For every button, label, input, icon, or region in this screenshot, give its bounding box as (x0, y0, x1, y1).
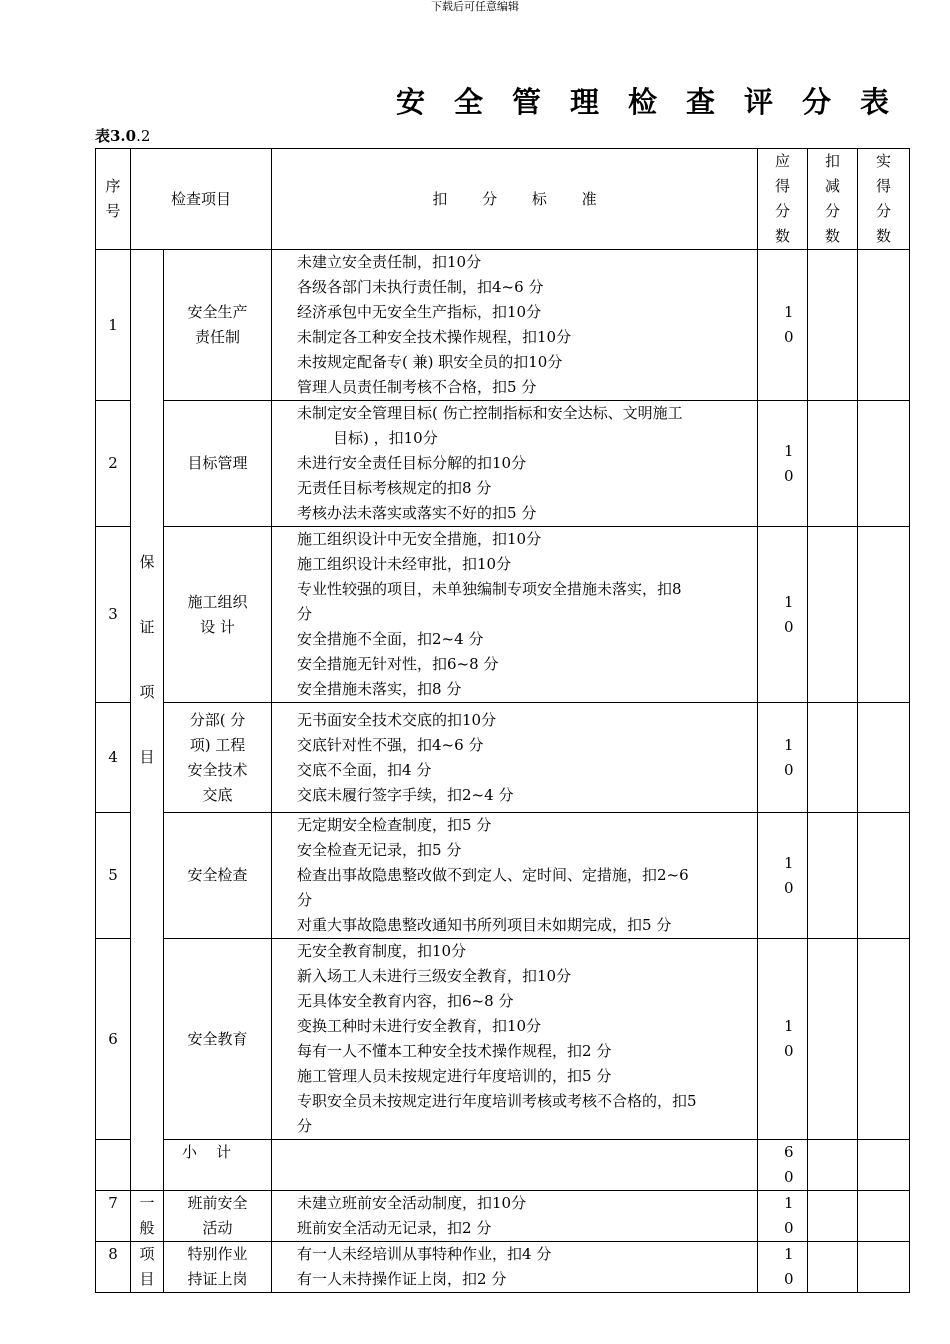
row-item (164, 527, 272, 703)
score-digit: 0 (784, 1042, 794, 1060)
subtotal-score (758, 1140, 808, 1191)
row-item (164, 401, 272, 527)
score-digit: 0 (784, 466, 794, 485)
table-row (96, 527, 910, 703)
row-item (164, 703, 272, 813)
header-char: 得 (876, 177, 892, 195)
row-actual-score (858, 939, 910, 1140)
criteria-line: 未进行安全责任目标分解的扣10分 (297, 454, 527, 472)
criteria-line: 各级各部门未执行责任制，扣4~6 分 (297, 278, 544, 296)
subtotal-index (96, 1140, 131, 1191)
criteria-line: 安全措施未落实，扣8 分 (297, 680, 462, 698)
table-row (96, 1242, 910, 1293)
header-char: 扣 (825, 152, 841, 170)
category-char: 般 (139, 1219, 155, 1237)
criteria-line: 考核办法未落实或落实不好的扣5 分 (297, 504, 537, 522)
category-char: 项 (139, 683, 155, 701)
row-index: 7 (96, 1191, 131, 1242)
row-item-line: 设 计 (200, 617, 235, 636)
header-item: 检查项目 (131, 149, 272, 250)
score-digit: 1 (784, 1245, 794, 1263)
row-deduct-score (808, 250, 858, 401)
category-general (131, 1191, 164, 1242)
row-item (164, 939, 272, 1140)
row-deduct-score (808, 1191, 858, 1242)
row-item-line: 安全生产 (187, 303, 248, 321)
score-digit: 0 (784, 760, 794, 779)
criteria-line: 检查出事故隐患整改做不到定人、定时间、定措施，扣2~6 (297, 866, 689, 884)
row-criteria (272, 813, 758, 939)
row-item-line: 安全检查 (187, 866, 248, 884)
criteria-line: 班前安全活动无记录，扣2 分 (297, 1219, 492, 1237)
row-criteria (272, 1191, 758, 1242)
criteria-line: 经济承包中无安全生产指标，扣10分 (297, 303, 542, 321)
row-item-line: 活动 (202, 1219, 233, 1237)
row-item-line: 责任制 (195, 328, 241, 346)
score-digit: 0 (784, 1219, 794, 1237)
row-should-score (758, 813, 808, 939)
criteria-line: 变换工种时未进行安全教育，扣10分 (297, 1017, 542, 1035)
criteria-line: 无具体安全教育内容，扣6~8 分 (297, 992, 514, 1010)
criteria-line: 管理人员责任制考核不合格，扣5 分 (297, 378, 537, 396)
row-index: 4 (96, 703, 131, 813)
criteria-line: 每有一人不懂本工种安全技术操作规程，扣2 分 (297, 1042, 612, 1060)
row-item (164, 1242, 272, 1293)
criteria-line: 交底针对性不强，扣4~6 分 (297, 735, 484, 754)
criteria-line: 安全检查无记录，扣5 分 (297, 841, 462, 859)
category-char: 项 (139, 1245, 155, 1263)
row-should-score (758, 250, 808, 401)
score-digit: 1 (784, 592, 794, 611)
row-index: 5 (96, 813, 131, 939)
score-digit: 0 (784, 617, 794, 636)
score-digit: 1 (784, 1017, 794, 1035)
criteria-line: 无定期安全检查制度，扣5 分 (297, 816, 492, 834)
row-should-score (758, 401, 808, 527)
row-item-line: 项) 工程 (189, 735, 246, 754)
row-item (164, 813, 272, 939)
score-digit: 1 (784, 735, 794, 754)
header-char: 数 (775, 227, 791, 245)
criteria-line: 有一人未持操作证上岗，扣2 分 (297, 1270, 507, 1288)
row-index: 6 (96, 939, 131, 1140)
score-digit: 0 (784, 1168, 794, 1186)
category-general (131, 1242, 164, 1293)
row-deduct-score (808, 1242, 858, 1293)
table-row (96, 939, 910, 1140)
score-digit: 1 (784, 1194, 794, 1212)
criteria-line: 无书面安全技术交底的扣10分 (297, 710, 497, 729)
criteria-line: 有一人未经培训从事特种作业，扣4 分 (297, 1245, 552, 1263)
row-deduct-score (808, 813, 858, 939)
row-deduct-score (808, 939, 858, 1140)
row-item-line: 施工组织 (187, 592, 248, 611)
subtotal-label: 小 计 (164, 1140, 272, 1191)
row-should-score (758, 1242, 808, 1293)
row-item-line: 持证上岗 (187, 1270, 248, 1288)
document-title: 安全管理检查评分表 (396, 85, 919, 119)
row-item-line: 交底 (202, 785, 233, 804)
criteria-line: 专业性较强的项目，未单独编制专项安全措施未落实，扣8 (297, 580, 682, 598)
subtotal-deduct (808, 1140, 858, 1191)
row-actual-score (858, 1191, 910, 1242)
category-char: 目 (139, 748, 155, 766)
score-digit: 0 (784, 878, 794, 897)
row-actual-score (858, 250, 910, 401)
header-index (96, 149, 131, 250)
table-number-rest: .2 (136, 127, 151, 145)
row-should-score (758, 939, 808, 1140)
row-item-line: 安全技术 (187, 760, 248, 779)
page-header-note: 下载后可任意编辑 (431, 0, 519, 13)
criteria-line: 分 (297, 1117, 313, 1135)
row-should-score (758, 527, 808, 703)
row-index: 1 (96, 250, 131, 401)
score-digit: 0 (784, 328, 794, 346)
header-char: 分 (775, 202, 791, 220)
header-index-char: 序 (105, 177, 121, 195)
subtotal-row (96, 1140, 910, 1191)
criteria-line: 安全措施不全面，扣2~4 分 (297, 630, 484, 648)
category-gap (131, 575, 163, 615)
safety-checklist-table (95, 148, 910, 1293)
row-deduct-score (808, 527, 858, 703)
row-deduct-score (808, 401, 858, 527)
row-should-score (758, 703, 808, 813)
row-item-line: 特别作业 (187, 1245, 248, 1263)
table-number-bold: 表3.0 (95, 127, 137, 145)
table-header-row (96, 149, 910, 250)
row-deduct-score (808, 703, 858, 813)
header-should-score (758, 149, 808, 250)
score-digit: 6 (784, 1143, 794, 1161)
category-char: 证 (139, 618, 155, 636)
row-actual-score (858, 401, 910, 527)
header-char: 实 (876, 152, 892, 170)
criteria-line: 无责任目标考核规定的扣8 分 (297, 479, 492, 497)
row-should-score (758, 1191, 808, 1242)
header-char: 数 (825, 227, 841, 245)
criteria-line: 分 (297, 891, 313, 909)
criteria-line: 施工管理人员未按规定进行年度培训的，扣5 分 (297, 1067, 612, 1085)
criteria-line: 对重大事故隐患整改通知书所列项目未如期完成，扣5 分 (297, 916, 672, 934)
header-index-char: 号 (105, 202, 121, 220)
header-char: 应 (775, 152, 791, 170)
criteria-line: 交底不全面，扣4 分 (297, 760, 432, 779)
criteria-line: 专职安全员未按规定进行年度培训考核或考核不合格的，扣5 (297, 1092, 697, 1110)
category-gap (131, 705, 163, 745)
row-criteria (272, 703, 758, 813)
criteria-line: 未按规定配备专( 兼) 职安全员的扣10分 (297, 353, 563, 371)
row-item (164, 250, 272, 401)
criteria-line: 新入场工人未进行三级安全教育，扣10分 (297, 967, 572, 985)
criteria-line: 未制定各工种安全技术操作规程，扣10分 (297, 328, 572, 346)
criteria-line: 安全措施无针对性，扣6~8 分 (297, 655, 499, 673)
score-digit: 1 (784, 441, 794, 460)
table-row (96, 703, 910, 813)
table-row (96, 250, 910, 401)
row-criteria (272, 527, 758, 703)
criteria-line: 未建立班前安全活动制度，扣10分 (297, 1194, 527, 1212)
row-item (164, 1191, 272, 1242)
row-criteria (272, 250, 758, 401)
header-char: 减 (825, 177, 841, 195)
row-criteria (272, 401, 758, 527)
row-index: 2 (96, 401, 131, 527)
row-actual-score (858, 1242, 910, 1293)
criteria-line: 无安全教育制度，扣10分 (297, 942, 467, 960)
row-item-line: 班前安全 (187, 1194, 248, 1212)
row-item-line: 目标管理 (187, 454, 248, 472)
category-char: 一 (139, 1194, 155, 1212)
score-digit: 1 (784, 853, 794, 872)
row-actual-score (858, 703, 910, 813)
criteria-line: 目标) ，扣10分 (333, 429, 438, 447)
score-digit: 0 (784, 1270, 794, 1288)
header-char: 得 (775, 177, 791, 195)
header-char: 分 (876, 202, 892, 220)
row-item-line: 安全教育 (187, 1029, 248, 1048)
header-char: 分 (825, 202, 841, 220)
header-actual (858, 149, 910, 250)
row-index: 8 (96, 1242, 131, 1293)
table-row (96, 1191, 910, 1242)
table-row (96, 401, 910, 527)
row-criteria (272, 1242, 758, 1293)
criteria-line: 未制定安全管理目标( 伤亡控制指标和安全达标、文明施工 (297, 404, 683, 422)
criteria-line: 未建立安全责任制，扣10分 (297, 253, 482, 271)
category-char: 目 (139, 1270, 155, 1288)
row-item-line: 分部( 分 (189, 710, 246, 729)
criteria-line: 分 (297, 605, 313, 623)
criteria-line: 施工组织设计中无安全措施，扣10分 (297, 530, 542, 548)
table-row (96, 813, 910, 939)
criteria-line: 交底未履行签字手续，扣2~4 分 (297, 785, 514, 804)
header-char: 数 (876, 227, 892, 245)
subtotal-criteria (272, 1140, 758, 1191)
criteria-line: 施工组织设计未经审批，扣10分 (297, 555, 512, 573)
header-criteria: 扣 分 标 准 (272, 149, 758, 250)
row-criteria (272, 939, 758, 1140)
table-number (95, 125, 150, 146)
score-digit: 1 (784, 303, 794, 321)
category-gap (131, 640, 163, 680)
header-deduct (808, 149, 858, 250)
row-actual-score (858, 527, 910, 703)
row-actual-score (858, 813, 910, 939)
category-guarantee (131, 250, 164, 1191)
row-index: 3 (96, 527, 131, 703)
subtotal-actual (858, 1140, 910, 1191)
category-char: 保 (139, 553, 155, 571)
